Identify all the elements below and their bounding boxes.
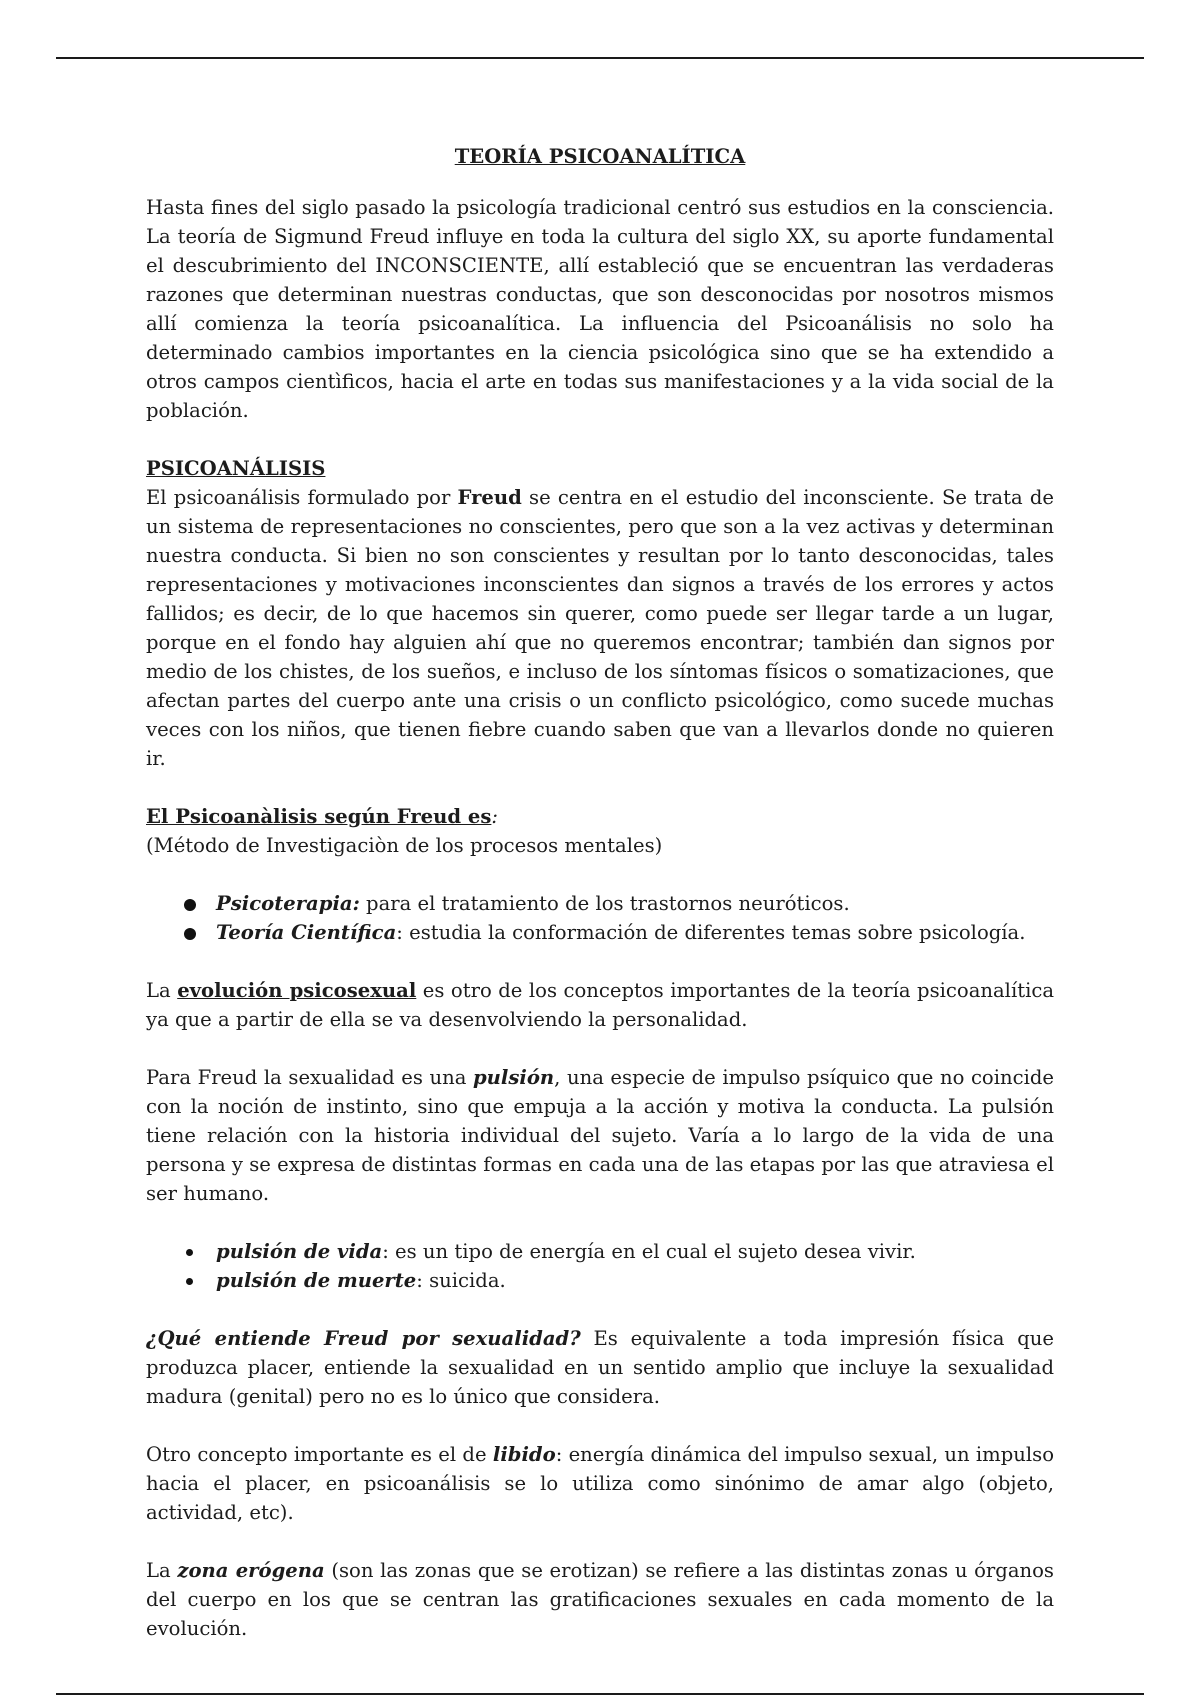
pulsion-list (146, 1237, 1054, 1295)
list-item-text: : estudia la conformación de diferentes temas sobre psicología. (396, 921, 1026, 944)
intro-paragraph: Hasta fines del siglo pasado la psicología tradicional centró sus estudios en la consciencia. La teoría de Sigmund Freud influye en toda la cultura del siglo XX, su aporte fundamental el descubrimiento del INCONSCIENTE, allí estableció que se encuentran las verdaderas razones que determinan nuestras conductas, que son desconocidas por nosotros mismos allí comienza la teoría psicoanalítica. La influencia del Psicoanálisis no solo ha determinado cambios importantes en la ciencia psicológica sino que se ha extendido a otros campos cientìficos, hacia el arte en todas sus manifestaciones y a la vida social de la población. (146, 196, 1054, 422)
evolucion-term: evolución psicosexual (177, 979, 417, 1002)
bottom-rule (56, 1693, 1144, 1695)
list-item-text: para el tratamiento de los trastornos neuróticos. (359, 892, 850, 915)
pulsion-before: Para Freud la sexualidad es una (146, 1066, 473, 1089)
zona-term: zona erógena (177, 1559, 325, 1582)
list-item-term: Psicoterapia: (216, 892, 360, 915)
zona-paragraph (146, 1556, 1054, 1643)
psicoanalisis-text-before: El psicoanálisis formulado por (146, 486, 458, 509)
libido-term: libido (492, 1443, 556, 1466)
zona-after: (son las zonas que se erotizan) se refiere a las distintas zonas u órganos del cuerpo en los que se centran las gratificaciones sexuales en cada momento de la evolución. (146, 1559, 1054, 1640)
bullet-icon (186, 1249, 193, 1256)
list-item-term: Teoría Científica (216, 921, 397, 944)
bullet-icon (184, 899, 196, 911)
evolucion-paragraph (146, 976, 1054, 1034)
list-item (184, 918, 1054, 947)
pulsion-after: , una especie de impulso psíquico que no coincide con la noción de instinto, sino que empuja a la acción y motiva la conducta. La pulsión tiene relación con la historia individual del sujeto. Varía a lo largo de la vida de una persona y se expresa de distintas formas en cada una de las etapas por las que atraviesa el ser humano. (146, 1066, 1054, 1205)
libido-after: : energía dinámica del impulso sexual, un impulso hacia el placer, en psicoanálisis se lo utiliza como sinónimo de amar algo (objeto, actividad, etc). (146, 1443, 1054, 1524)
segun-freud-heading: El Psicoanàlisis según Freud es (146, 805, 492, 828)
list-item-term: pulsión de vida (216, 1240, 383, 1263)
zona-before: La (146, 1559, 178, 1582)
list-item (184, 1237, 1054, 1266)
evolucion-after: es otro de los conceptos importantes de la teoría psicoanalítica ya que a partir de ella se va desenvolviendo la personalidad. (146, 979, 1055, 1031)
libido-paragraph (146, 1440, 1054, 1527)
segun-freud-subtitle: (Método de Investigaciòn de los procesos mentales) (146, 834, 663, 857)
libido-before: Otro concepto importante es el de (146, 1443, 493, 1466)
pulsion-term: pulsión (472, 1066, 555, 1089)
sexualidad-question: ¿Qué entiende Freud por sexualidad? (146, 1327, 581, 1350)
page-title: TEORÍA PSICOANALÍTICA (454, 145, 746, 168)
segun-freud-list (146, 889, 1054, 947)
section-heading-segun-freud (146, 802, 1054, 831)
evolucion-before: La (146, 979, 178, 1002)
sexualidad-paragraph (146, 1324, 1054, 1411)
list-item-text: : suicida. (416, 1269, 506, 1292)
segun-freud-colon: : (491, 805, 498, 828)
document-body (146, 142, 1054, 1643)
sexualidad-text: Es equivalente a toda impresión física que produzca placer, entiende la sexualidad en un sentido amplio que incluye la sexualidad madura (genital) pero no es lo único que considera. (146, 1327, 1054, 1408)
section-heading-psicoanalisis: PSICOANÁLISIS (146, 457, 326, 480)
list-item (184, 1266, 1054, 1295)
freud-name: Freud (457, 486, 522, 509)
bullet-icon (186, 1278, 193, 1285)
list-item-text: : es un tipo de energía en el cual el sujeto desea vivir. (382, 1240, 916, 1263)
list-item-term: pulsión de muerte (216, 1269, 417, 1292)
bullet-icon (184, 928, 196, 940)
top-rule (56, 57, 1144, 59)
psicoanalisis-paragraph (146, 483, 1054, 773)
psicoanalisis-text-after: se centra en el estudio del inconsciente. Se trata de un sistema de representaciones no conscientes, pero que son a la vez activas y determinan nuestra conducta. Si bien no son conscientes y resultan por lo tanto desconocidas, tales representaciones y motivaciones inconscientes dan signos a través de los errores y actos fallidos; es decir, de lo que hacemos sin querer, como puede ser llegar tarde a un lugar, porque en el fondo hay alguien ahí que no queremos encontrar; también dan signos por medio de los chistes, de los sueños, e incluso de los síntomas físicos o somatizaciones, que afectan partes del cuerpo ante una crisis o un conflicto psicológico, como sucede muchas veces con los niños, que tienen fiebre cuando saben que van a llevarlos donde no quieren ir. (146, 486, 1054, 770)
list-item (184, 889, 1054, 918)
pulsion-paragraph (146, 1063, 1054, 1208)
